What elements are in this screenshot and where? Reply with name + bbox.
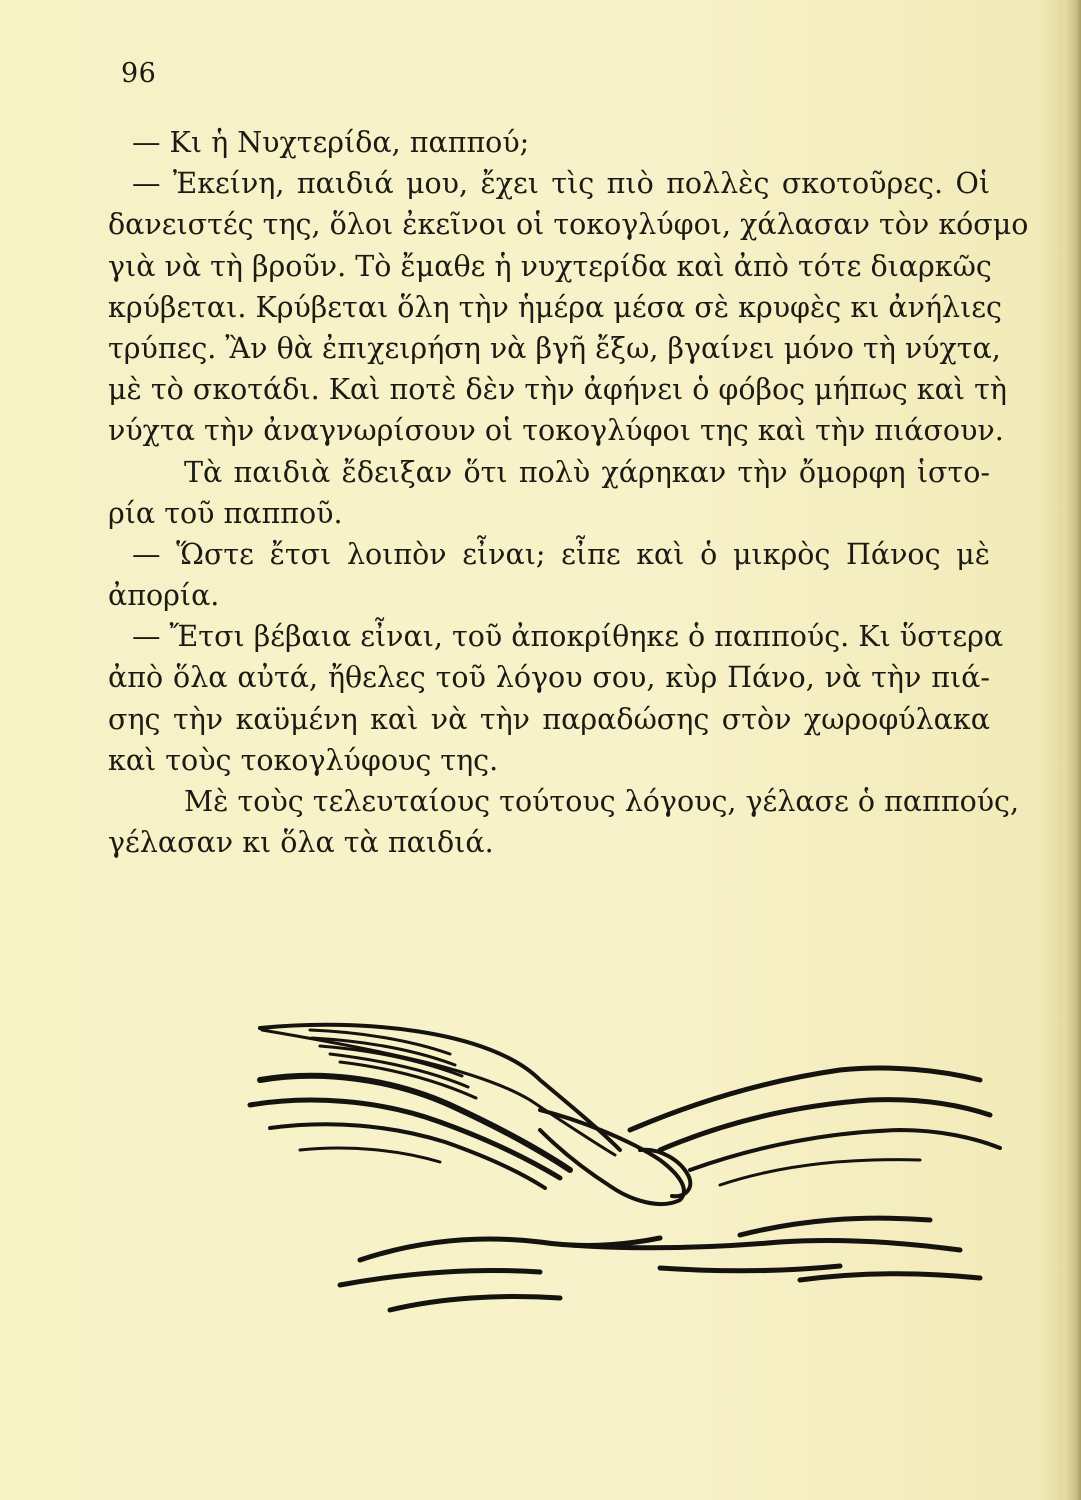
text-line: — Ἔτσι βέβαια εἶναι, τοῦ ἀποκρίθηκε ὁ παππούς. Κι ὕστερα: [132, 620, 1004, 654]
text-line: ἀπορία.: [108, 579, 220, 613]
page-edge: [1063, 0, 1081, 1500]
text-line: μὲ τὸ σκοτάδι. Καὶ ποτὲ δὲν τὴν ἀφήνει ὁ φόβος μήπως καὶ τὴ: [108, 373, 1007, 407]
text-line: τρύπες. Ἂν θὰ ἐπιχειρήση νὰ βγῆ ἔξω, βγαίνει μόνο τὴ νύχτα,: [108, 331, 1001, 365]
text-line: — Κι ἡ Νυχτερίδα, παππού;: [132, 126, 530, 159]
text-line: Μὲ τοὺς τελευταίους τούτους λόγους, γέλασε ὁ παππούς,: [184, 785, 1020, 818]
text-line: κρύβεται. Κρύβεται ὅλη τὴν ἡμέρα μέσα σὲ κρυφὲς κι ἀνήλιες: [108, 290, 1002, 324]
sea-waves: [340, 1218, 980, 1310]
upper-wing-outline: [260, 1025, 620, 1150]
text-line: δανειστές της, ὅλοι ἐκεῖνοι οἱ τοκογλύφοι, χάλασαν τὸν κόσμο: [108, 208, 1029, 242]
page-number: 96: [121, 58, 157, 89]
bird-illustration: [240, 1010, 1020, 1340]
text-line: νύχτα τὴν ἀναγνωρίσουν οἱ τοκογλύφοι της καὶ τὴν πιάσουν.: [108, 414, 1004, 448]
text-line: — Ἐκείνη, παιδιά μου, ἔχει τὶς πιὸ πολλὲς σκοτοῦρες. Οἱ: [132, 167, 990, 201]
text-line: καὶ τοὺς τοκογλύφους της.: [108, 743, 499, 777]
text-line: γιὰ νὰ τὴ βροῦν. Τὸ ἔμαθε ἡ νυχτερίδα καὶ ἀπὸ τότε διαρκῶς: [108, 249, 992, 283]
text-line: γέλασαν κι ὅλα τὰ παιδιά.: [108, 826, 494, 860]
text-line: σης τὴν καϋμένη καὶ νὰ τὴν παραδώσης στὸν χωροφύλακα: [108, 702, 990, 736]
right-wing: [630, 1068, 980, 1130]
text-line: Τὰ παιδιὰ ἔδειξαν ὅτι πολὺ χάρηκαν τὴν ὄμορφη ἱστο-: [184, 455, 990, 489]
text-line: — Ὥστε ἔτσι λοιπὸν εἶναι; εἶπε καὶ ὁ μικρὸς Πάνος μὲ: [132, 537, 990, 571]
bird-body: [540, 1110, 684, 1204]
text-line: ρία τοῦ παπποῦ.: [108, 496, 343, 530]
body-text: [108, 122, 1029, 863]
text-line: ἀπὸ ὅλα αὐτά, ἤθελες τοῦ λόγου σου, κὺρ Πάνο, νὰ τὴν πιά-: [108, 661, 990, 695]
